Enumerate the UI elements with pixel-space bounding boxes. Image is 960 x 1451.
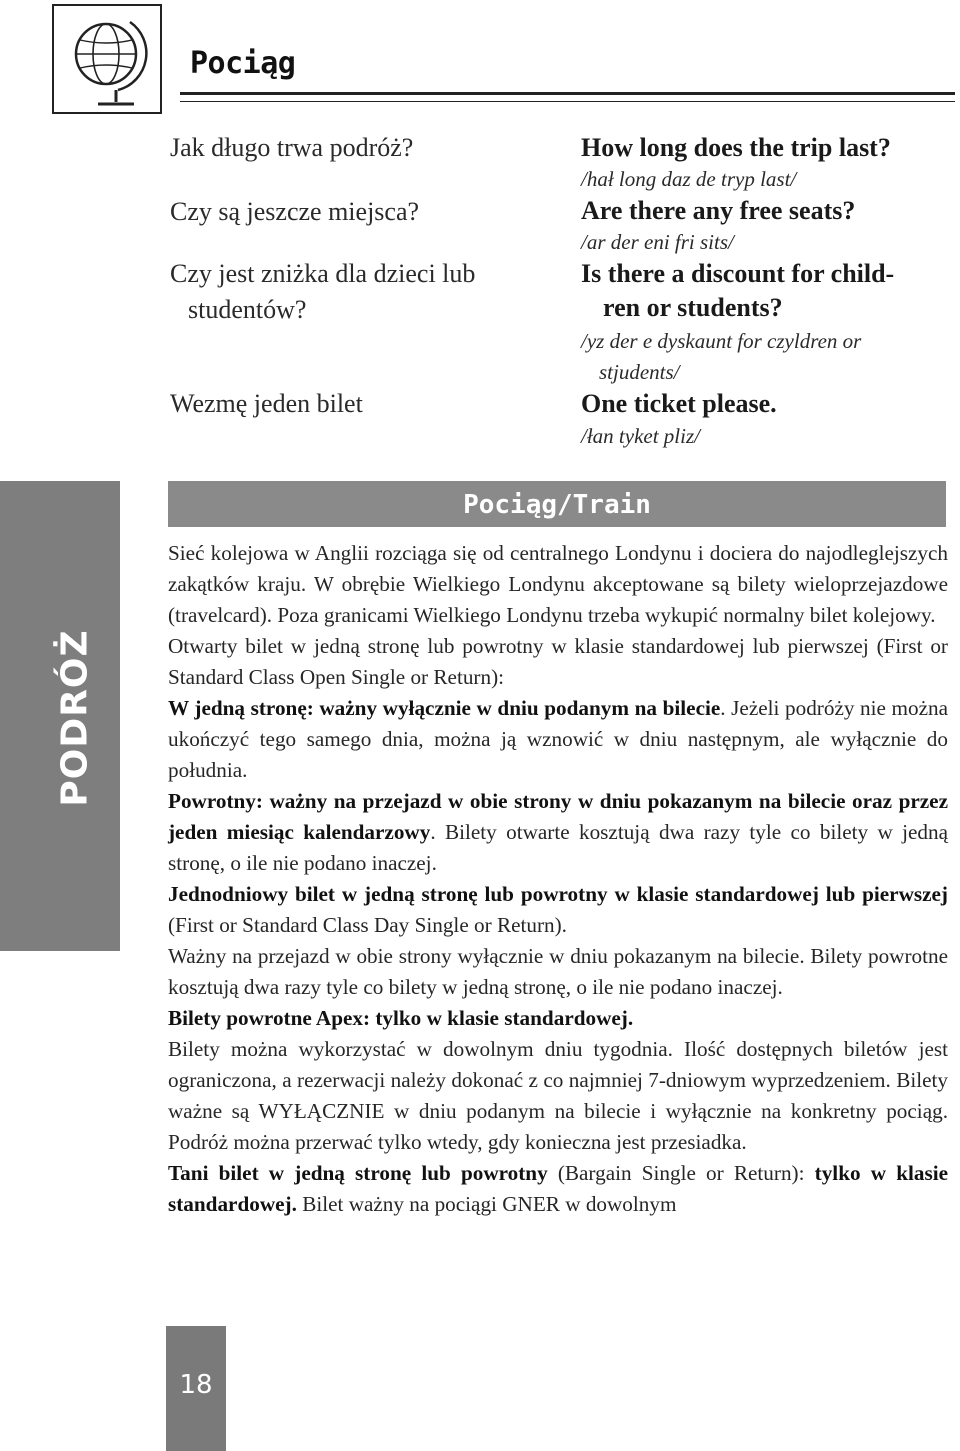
- paragraph: Tani bilet w jedną stronę lub powrotny (Bargain Single or Return): tylko w klasie standardowej. Bilet ważny na pociągi GNER w dowolnym: [168, 1161, 949, 1216]
- phrase-phonetic: /łan tyket pliz/: [581, 424, 700, 448]
- globe-icon: [68, 16, 150, 108]
- phrase-phonetic: /yz der e dyskaunt for czyldren or stjudents/: [581, 329, 862, 384]
- paragraph: W jedną stronę: ważny wyłącznie w dniu podanym na bilecie. Jeżeli podróży nie można ukończyć tego samego dnia, można ją wznowić w dniu następnym, ale wyłącznie do południa.: [168, 696, 948, 782]
- phrase-english: How long does the trip last?: [581, 133, 891, 162]
- paragraph: Ważny na przejazd w obie strony wyłącznie w dniu pokazanym na bilecie. Bilety powrotne kosztują dwa razy tyle co bilety w jedną stronę, o ile nie podano inaczej.: [168, 944, 948, 999]
- paragraph: Otwarty bilet w jedną stronę lub powrotny w klasie standardowej lub pierwszej (First or Standard Class Open Single or Return):: [168, 634, 948, 689]
- phrase-polish: Czy są jeszcze miejsca?: [170, 197, 420, 226]
- phrase-english: Are there any free seats?: [581, 196, 856, 225]
- body-text: [168, 538, 948, 1220]
- phrase-polish: Czy jest zniżka dla dzieci lub studentów?: [170, 259, 476, 324]
- paragraph: Sieć kolejowa w Anglii rozciąga się od centralnego Londynu i dociera do najodleglejszych zakątków kraju. W obrębie Wielkiego Londynu akceptowane są bilety wieloprzejazdowe (travelcard). Poza granicami Wielkiego Londynu trzeba wykupić normalny bilet kolejowy.: [168, 541, 948, 627]
- phrase-polish: Wezmę jeden bilet: [170, 389, 363, 418]
- paragraph: Bilety powrotne Apex: tylko w klasie standardowej.: [168, 1006, 634, 1030]
- phrase-phonetic: /ar der eni fri sits/: [581, 230, 734, 254]
- paragraph: Jednodniowy bilet w jedną stronę lub powrotny w klasie standardowej lub pierwszej (First or Standard Class Day Single or Return).: [168, 882, 948, 937]
- phrase-phonetic: /hał long daz de tryp last/: [581, 167, 797, 191]
- phrase-english: One ticket please.: [581, 389, 777, 418]
- paragraph: Bilety można wykorzystać w dowolnym dniu tygodnia. Ilość dostępnych biletów jest ograniczona, a rezerwacji należy dokonać z co najmniej 7-dniowym wyprzedzeniem. Bilety ważne są WYŁĄCZNIE w dniu podanym na bilecie i wyłącznie na konkretny pociąg. Podróż można przerwać tylko wtedy, gdy konieczna jest przesiadka.: [168, 1037, 948, 1154]
- section-band: [168, 481, 946, 527]
- band-title: Pociąg/Train: [463, 490, 651, 520]
- section-icon-box: [52, 4, 162, 114]
- side-tab-label: PODRÓŻ: [54, 629, 96, 807]
- title-rule: [180, 92, 955, 102]
- page-title: Pociąg: [190, 46, 296, 81]
- phrase-english: Is there a discount for child- ren or students?: [581, 259, 895, 322]
- page-number: 18: [179, 1370, 213, 1400]
- phrase-polish: Jak długo trwa podróż?: [170, 133, 414, 162]
- paragraph: Powrotny: ważny na przejazd w obie strony w dniu pokazanym na bilecie oraz przez jeden miesiąc kalendarzowy. Bilety otwarte kosztują dwa razy tyle co bilety w jedną stronę, o ile nie podano inaczej.: [168, 789, 948, 875]
